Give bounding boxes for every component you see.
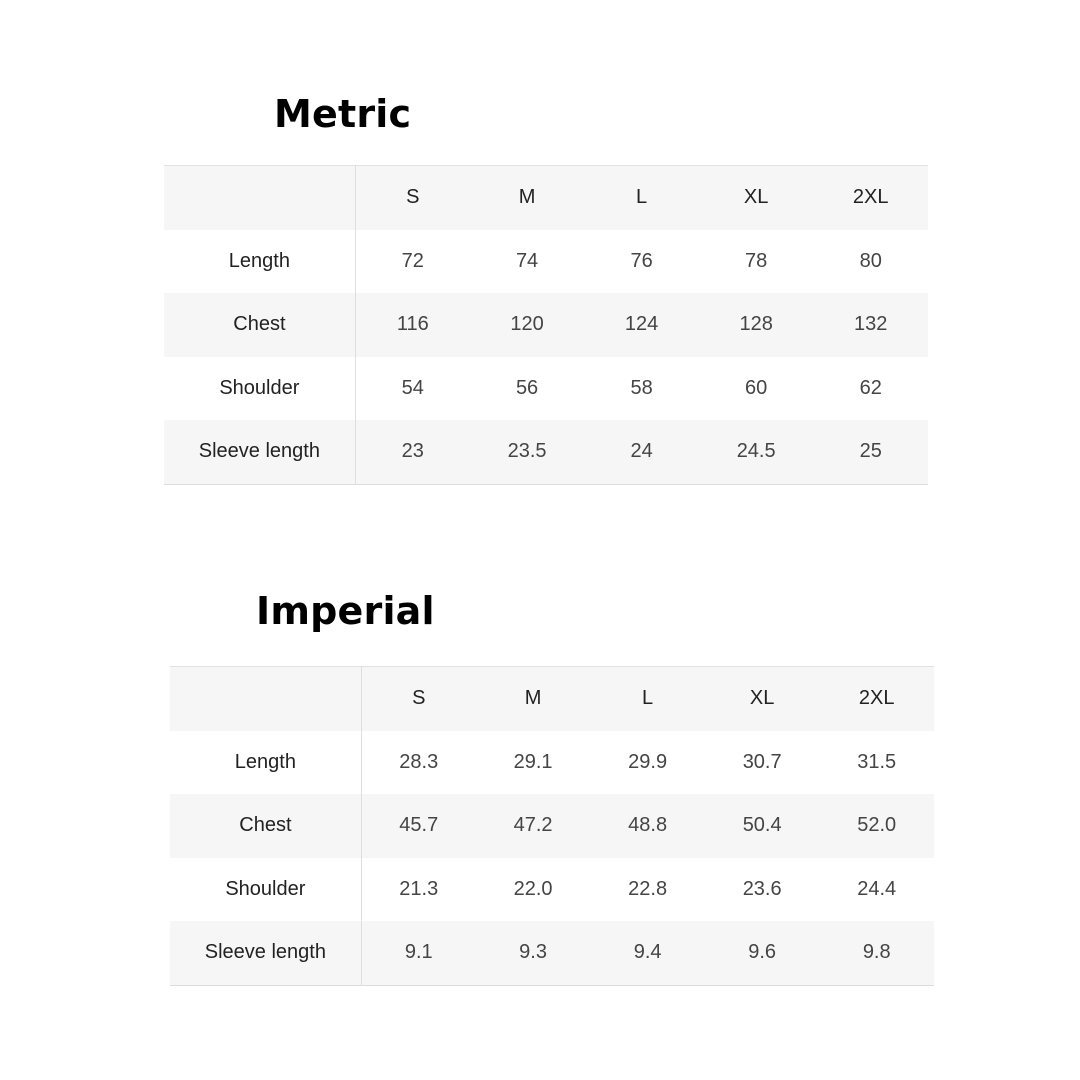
table-cell: 9.3 — [519, 941, 547, 964]
size-header-xl: XL — [743, 186, 769, 209]
table-row-sleeve-length — [164, 420, 928, 484]
metric-title: Metric — [274, 92, 412, 136]
header-corner-cell — [164, 166, 355, 230]
table-cell: 24.5 — [736, 440, 776, 463]
table-cell: 23.5 — [507, 440, 547, 463]
table-cell: 9.6 — [748, 941, 777, 964]
row-label: Shoulder — [170, 858, 361, 922]
table-cell: 50.4 — [742, 814, 782, 837]
table-cell: 124 — [624, 313, 659, 336]
imperial-title: Imperial — [256, 589, 435, 633]
table-cell: 24.4 — [857, 877, 897, 900]
table-cell: 62 — [859, 376, 882, 399]
row-label: Sleeve length — [170, 921, 361, 985]
table-cell: 29.9 — [628, 750, 668, 773]
metric-size-table — [164, 165, 928, 485]
row-label: Chest — [170, 794, 361, 858]
header-corner-cell — [170, 667, 361, 731]
size-header-s: S — [412, 687, 426, 710]
row-label: Length — [164, 230, 355, 294]
table-row-chest — [170, 794, 934, 858]
table-cell: 30.7 — [742, 750, 782, 773]
table-cell: 45.7 — [399, 814, 439, 837]
table-cell: 74 — [515, 249, 539, 272]
table-cell: 21.3 — [399, 877, 439, 900]
table-row-chest — [164, 293, 928, 357]
size-header-m: M — [524, 687, 542, 710]
table-cell: 29.1 — [513, 750, 553, 773]
size-header-l: L — [636, 186, 648, 209]
row-label: Shoulder — [164, 357, 355, 421]
size-header-m: M — [518, 186, 536, 209]
table-cell: 31.5 — [857, 750, 897, 773]
table-cell: 54 — [401, 376, 424, 399]
table-row-shoulder — [164, 357, 928, 421]
size-header-l: L — [642, 687, 654, 710]
row-label: Length — [170, 731, 361, 795]
table-cell: 47.2 — [513, 814, 553, 837]
table-cell: 116 — [396, 313, 429, 336]
table-row-length — [164, 230, 928, 294]
table-row-length — [170, 731, 934, 795]
table-cell: 58 — [630, 376, 653, 399]
table-cell: 80 — [859, 249, 882, 272]
table-header-row — [170, 667, 934, 731]
row-label: Sleeve length — [164, 420, 355, 484]
table-cell: 22.0 — [513, 877, 553, 900]
table-cell: 52.0 — [857, 814, 897, 837]
table-cell: 72 — [401, 249, 424, 272]
table-cell: 128 — [739, 313, 773, 336]
imperial-size-table — [170, 666, 934, 986]
table-cell: 78 — [745, 249, 768, 272]
table-cell: 23.6 — [742, 877, 782, 900]
size-header-xl: XL — [749, 687, 775, 710]
table-cell: 60 — [745, 376, 768, 399]
size-header-2xl: 2XL — [852, 186, 889, 209]
table-cell: 120 — [510, 313, 544, 336]
table-cell: 9.4 — [633, 941, 662, 964]
table-cell: 132 — [854, 313, 888, 336]
size-header-s: S — [406, 186, 420, 209]
table-cell: 9.8 — [862, 941, 891, 964]
table-cell: 28.3 — [399, 750, 439, 773]
table-cell: 76 — [630, 249, 653, 272]
table-header-row — [164, 166, 928, 230]
table-cell: 9.1 — [404, 941, 433, 964]
row-label: Chest — [164, 293, 355, 357]
table-cell: 24 — [630, 440, 653, 463]
table-row-sleeve-length — [170, 921, 934, 985]
size-header-2xl: 2XL — [858, 687, 895, 710]
table-cell: 48.8 — [628, 814, 668, 837]
table-cell: 25 — [859, 440, 882, 463]
table-cell: 56 — [515, 376, 539, 399]
table-row-shoulder — [170, 858, 934, 922]
table-cell: 22.8 — [628, 877, 668, 900]
table-cell: 23 — [401, 440, 424, 463]
